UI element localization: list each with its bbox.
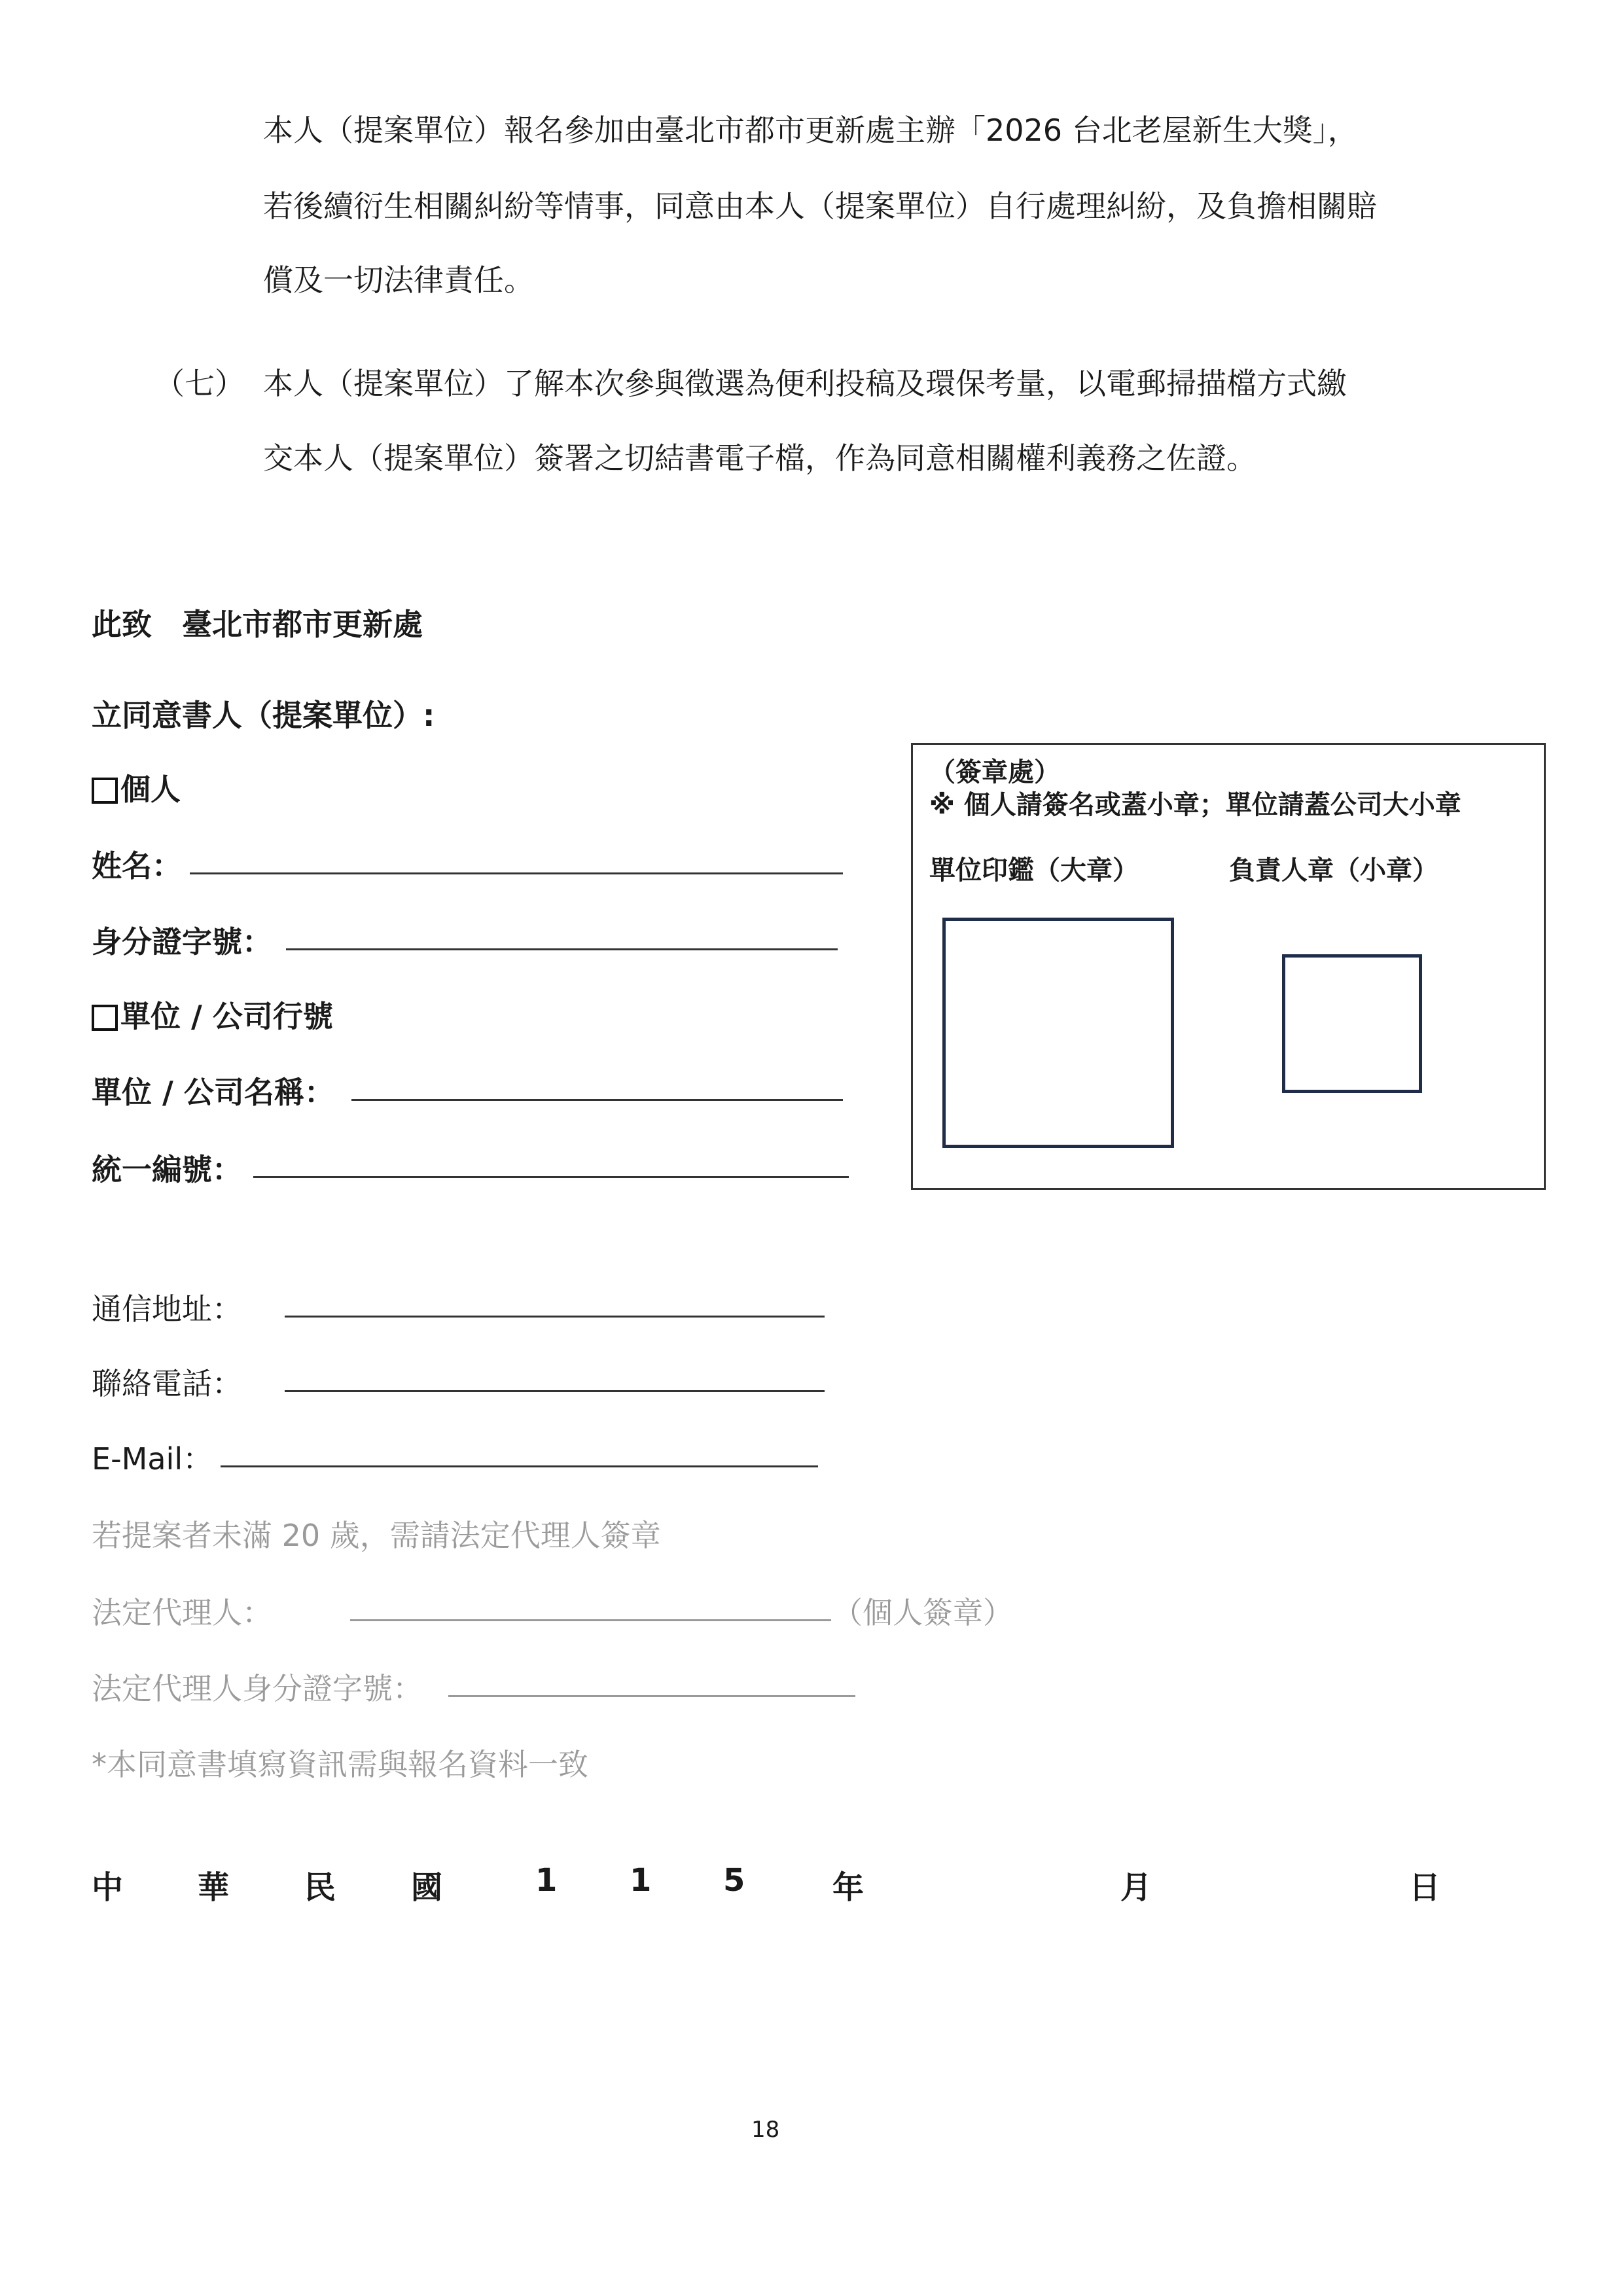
phone-field[interactable] (285, 1390, 825, 1392)
date-year-digit-1: 1 (535, 1862, 558, 1899)
clause-7-line-2: 交本人（提案單位）簽署之切結書電子檔，作為同意相關權利義務之佐證。 (263, 440, 1257, 476)
guardian-name-label: 法定代理人： (92, 1595, 272, 1630)
guardian-name-suffix: （個人簽章） (832, 1595, 1013, 1630)
organization-name-field[interactable] (351, 1099, 843, 1101)
date-year-digit-2: 1 (630, 1862, 652, 1899)
date-month-label: 月 (1120, 1869, 1152, 1906)
organization-checkbox-label: 單位 / 公司行號 (120, 999, 333, 1034)
date-char-min: 民 (304, 1869, 336, 1906)
big-seal-area[interactable] (942, 918, 1174, 1148)
date-year-digit-3: 5 (723, 1862, 745, 1899)
clause-continuation-line-3: 償及一切法律責任。 (263, 262, 534, 298)
tax-id-label: 統一編號： (92, 1152, 242, 1187)
email-field[interactable] (221, 1465, 818, 1467)
page-number: 18 (751, 2117, 780, 2143)
tax-id-field[interactable] (253, 1176, 849, 1178)
individual-checkbox-label: 個人 (120, 772, 181, 807)
organization-name-label: 單位 / 公司名稱： (92, 1075, 334, 1110)
date-year-label: 年 (832, 1869, 865, 1906)
clause-continuation-line-2: 若後續衍生相關糾紛等情事，同意由本人（提案單位）自行處理糾紛，及負擔相關賠 (263, 188, 1377, 224)
date-char-hua: 華 (198, 1869, 230, 1906)
name-label: 姓名： (92, 848, 182, 884)
phone-label: 聯絡電話： (92, 1366, 242, 1401)
date-day-label: 日 (1409, 1869, 1441, 1906)
addressee: 此致 臺北市都市更新處 (92, 607, 423, 642)
individual-checkbox[interactable] (92, 778, 118, 804)
guardian-notice: 若提案者未滿 20 歲，需請法定代理人簽章 (92, 1518, 661, 1553)
id-number-field[interactable] (286, 948, 838, 950)
organization-option[interactable] (92, 993, 333, 1036)
small-seal-label: 負責人章（小章） (1229, 855, 1438, 886)
footnote: *本同意書填寫資訊需與報名資料一致 (92, 1747, 588, 1782)
clause-continuation-line-1: 本人（提案單位）報名參加由臺北市都市更新處主辦「2026 台北老屋新生大獎」， (263, 113, 1358, 148)
small-seal-area[interactable] (1282, 954, 1422, 1093)
signature-box-title: （簽章處） (929, 757, 1060, 787)
clause-7-line-1: 本人（提案單位）了解本次參與徵選為便利投稿及環保考量，以電郵掃描檔方式繳 (263, 366, 1347, 401)
name-field[interactable] (190, 872, 843, 874)
guardian-id-label: 法定代理人身分證字號： (92, 1671, 423, 1706)
address-field[interactable] (285, 1316, 825, 1318)
individual-option[interactable] (92, 766, 181, 809)
organization-checkbox[interactable] (92, 1005, 118, 1031)
id-number-label: 身分證字號： (92, 924, 272, 960)
email-label: E-Mail： (92, 1441, 213, 1477)
address-label: 通信地址： (92, 1291, 242, 1327)
big-seal-label: 單位印鑑（大章） (929, 855, 1139, 886)
consenter-heading: 立同意書人（提案單位）: (92, 698, 435, 733)
guardian-id-field[interactable] (448, 1695, 855, 1697)
guardian-name-field[interactable] (350, 1619, 831, 1621)
date-char-zhong: 中 (92, 1869, 124, 1906)
date-char-guo: 國 (411, 1869, 443, 1906)
clause-7-marker: （七） (154, 366, 245, 401)
signature-box-note: ※ 個人請簽名或蓋小章；單位請蓋公司大小章 (929, 790, 1461, 820)
